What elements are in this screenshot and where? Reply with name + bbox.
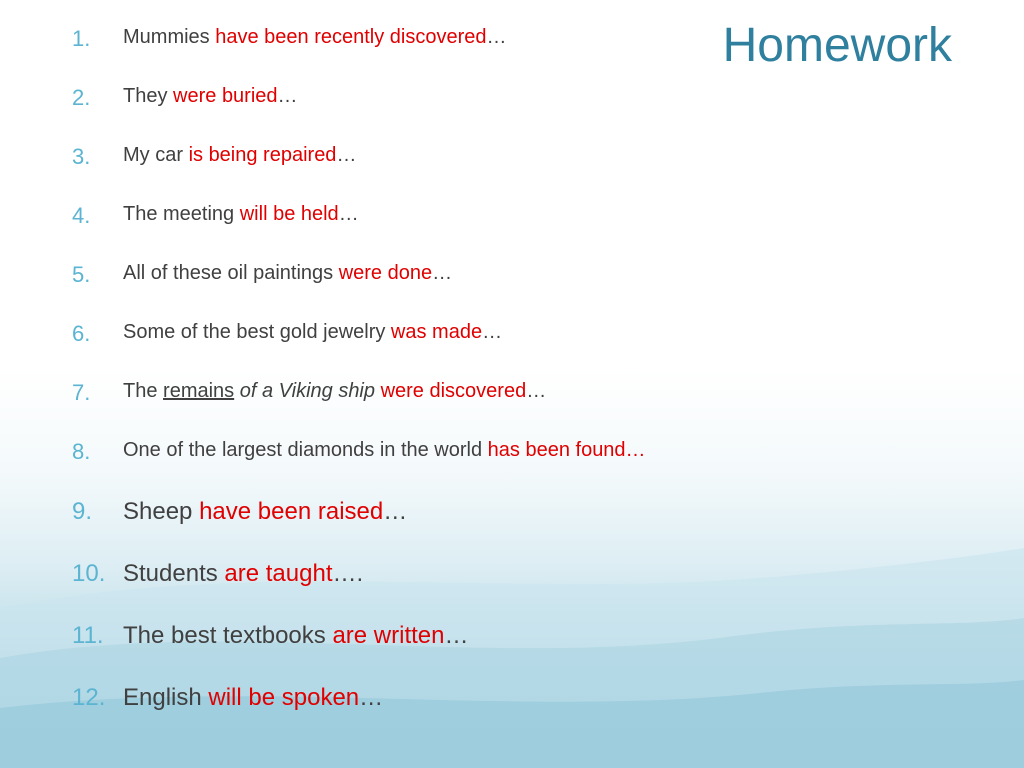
item-text: Mummies [123, 26, 216, 48]
item-highlight: have been recently discovered [215, 26, 487, 48]
item-italic-text: of a Viking ship [234, 380, 376, 402]
item-text: Sheep [123, 498, 200, 525]
item-ellipsis: …. [332, 560, 364, 587]
item-number: 8. [72, 439, 91, 464]
item-ellipsis: … [482, 321, 503, 343]
item-number: 6. [72, 321, 91, 346]
item-ellipsis: … [486, 26, 507, 48]
item-highlight: will be spoken [208, 684, 360, 711]
item-number: 10. [72, 560, 106, 587]
item-text: All of these oil paintings [123, 262, 339, 284]
item-number: 12. [72, 684, 106, 711]
item-text: They [123, 85, 174, 107]
item-ellipsis: … [444, 622, 469, 649]
item-ellipsis: … [338, 203, 359, 225]
item-text: The meeting [123, 203, 240, 225]
item-ellipsis: … [526, 380, 547, 402]
item-text: My car [123, 144, 189, 166]
slide-title: Homework [722, 19, 952, 72]
item-underlined-word: remains [163, 380, 235, 402]
item-number: 3. [72, 144, 91, 169]
item-ellipsis: … [336, 144, 357, 166]
item-number: 9. [72, 498, 93, 525]
item-highlight: was made [390, 321, 483, 343]
item-ellipsis: … [359, 684, 384, 711]
item-number: 7. [72, 380, 91, 405]
item-highlight: has been found… [487, 439, 646, 461]
item-ellipsis: … [383, 498, 408, 525]
item-text: One of the largest diamonds in the world [123, 439, 488, 461]
item-highlight: were discovered [375, 380, 527, 402]
item-number: 11. [72, 622, 104, 649]
item-text: English [123, 684, 209, 711]
item-text: Students [123, 560, 225, 587]
item-number: 2. [72, 85, 91, 110]
item-highlight: is being repaired [188, 144, 337, 166]
item-highlight: will be held [239, 203, 339, 225]
item-number: 5. [72, 262, 91, 287]
item-ellipsis: … [277, 85, 298, 107]
item-text: The best textbooks [123, 622, 333, 649]
item-highlight: were done [338, 262, 433, 284]
item-text: Some of the best gold jewelry [123, 321, 391, 343]
item-highlight: are written [332, 622, 445, 649]
item-text: The [123, 380, 164, 402]
item-number: 4. [72, 203, 91, 228]
item-ellipsis: … [432, 262, 453, 284]
item-number: 1. [72, 26, 91, 51]
item-highlight: have been raised [199, 498, 384, 525]
item-highlight: were buried [173, 85, 278, 107]
item-highlight: are taught [224, 560, 333, 587]
